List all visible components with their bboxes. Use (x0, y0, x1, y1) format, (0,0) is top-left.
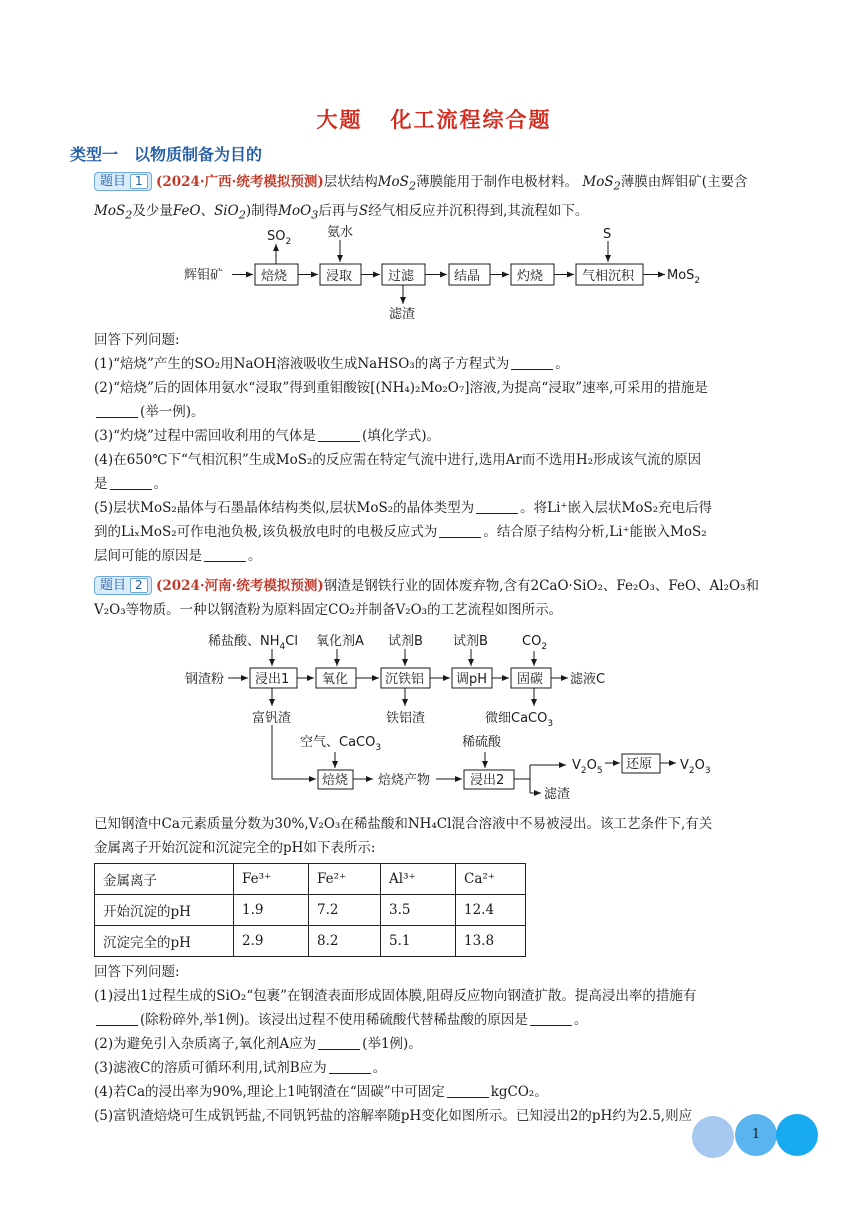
q1-q2-text: (2)“焙烧”后的固体用氨水“浸取”得到重钼酸铵[(NH₄)₂Mo₂O₇]溶液,为提高“浸取”速率,可采用的措施是 (94, 380, 708, 396)
q1-intro-f: 后再与 (318, 202, 359, 219)
ion-ph-table (94, 863, 526, 957)
q1-intro-g: 经气相反应并沉积得到,其流程如下。 (368, 202, 589, 219)
q2-q1-tail: (除粉碎外,举1例)。该浸出过程不使用稀硫酸代替稀盐酸的原因是 (140, 1012, 528, 1028)
q2-intro (94, 574, 800, 622)
flow2-fe-al-residue: 铁铝渣 (386, 711, 426, 726)
flow2-residue: 滤渣 (544, 787, 571, 802)
table-cell: 12.4 (456, 895, 526, 926)
table-header: Fe³⁺ (234, 864, 309, 895)
q2-q3-text: (3)滤液C的溶质可循环利用,试剂B应为 (94, 1060, 327, 1076)
flow2-v-residue: 富钒渣 (252, 711, 292, 726)
q1-intro-b: 薄膜能用于制作电极材料。 (416, 174, 579, 190)
flow2-caco3: 微细CaCO$_3$ (485, 711, 554, 729)
flow1-step-ignite: 灼烧 (517, 269, 544, 284)
flow2-roast-product: 焙烧产物 (378, 773, 431, 788)
flow2-reagent-1: 稀盐酸、$NH_4Cl$ (208, 634, 298, 652)
q2-prompt: 回答下列问题: (94, 964, 180, 980)
q2-known-2: 金属离子开始沉淀和沉淀完全的pH如下表所示: (94, 840, 376, 856)
q2-intro-2: V₂O₃等物质。一种以钢渣粉为原料固定CO₂并制备V₂O₃的工艺流程如图所示。 (94, 602, 563, 618)
q1-q2-tail: (举一例)。 (140, 404, 205, 420)
badge-label: 题目 (100, 578, 127, 593)
q1-intro: 题目 1 (2024·广西·统考模拟预测)层状结构MoS$_2$薄膜能用于制作电极材料。 MoS$_2$薄膜由辉钼矿(主要含 MoS$_2$及少量FeO、SiO$_2$)制得MoO$_3$后再与S经气相反应并沉积得到,其流程如下。 (94, 174, 748, 222)
q1-question-2b (94, 400, 806, 424)
answer-blank[interactable] (530, 1012, 572, 1026)
table-header: Al³⁺ (381, 864, 456, 895)
answer-blank[interactable] (204, 548, 246, 562)
table-header: Fe²⁺ (309, 864, 381, 895)
flow2-dilute-h2so4: 稀硫酸 (462, 735, 502, 750)
table-cell: 8.2 (309, 926, 381, 957)
title-main: 大题 (316, 107, 363, 132)
q1-source: (2024·广西·统考模拟预测) (155, 174, 324, 190)
q2-intro-1: 钢渣是钢铁行业的固体废弃物,含有2CaO·SiO₂、Fe₂O₃、FeO、Al₂O₃和 (323, 578, 760, 594)
table-cell: 13.8 (456, 926, 526, 957)
q1-q4-text: (4)在650℃下“气相沉积”生成MoS₂的反应需在特定气流中进行,选用Ar而不选用H₂形成该气流的原因 (94, 452, 702, 468)
q2-question-1 (94, 984, 806, 1008)
q1-q5-text-d: 。结合原子结构分析,Li⁺能嵌入MoS₂ (483, 524, 707, 540)
q1-question-5b (94, 520, 806, 544)
flow2-co2: $CO_2$ (522, 634, 548, 652)
q1-q5-text-c: 到的LiₓMoS₂可作电池负极,该负极放电时的电极反应式为 (94, 524, 438, 540)
q1-intro-e: 制得 (251, 202, 279, 219)
q1-q3-text: (3)“灼烧”过程中需回收利用的气体是 (94, 428, 316, 444)
page-number: 1 (735, 1114, 777, 1156)
q2-question-1b: (除粉碎外,举1例)。该浸出过程不使用稀硫酸代替稀盐酸的原因是 。 (94, 1008, 806, 1032)
answer-blank[interactable] (511, 356, 553, 370)
q2-badge (94, 576, 152, 595)
q2-q5-text: (5)富钒渣焙烧可生成钒钙盐,不同钒钙盐的溶解率随pH变化如图所示。已知浸出2的pH约为2.5,则应 (94, 1108, 693, 1124)
answer-blank[interactable] (439, 524, 481, 538)
flow1-start: 辉钼矿 (184, 268, 224, 283)
q1-question-3 (94, 424, 806, 448)
flow2-v2o5: $V_2O_5$ (572, 758, 603, 776)
q2-q4-tail: kgCO₂。 (490, 1084, 548, 1100)
table-cell: 3.5 (381, 895, 456, 926)
flow1-step-deposit: 气相沉积 (582, 269, 635, 284)
table-cell: 沉淀完全的pH (95, 926, 234, 957)
q1-prompt: 回答下列问题: (94, 332, 180, 348)
title-sub: 化工流程综合题 (390, 107, 552, 132)
q2-source: (2024·河南·统考模拟预测) (155, 578, 324, 594)
badge-label: 题目 (100, 174, 127, 189)
flow2-step-leach1: 浸出1 (255, 672, 290, 687)
q1-q4-tail: 是 (94, 476, 108, 492)
flow2-start: 钢渣粉 (185, 672, 225, 687)
q1-intro-d: 及少量 (132, 202, 173, 219)
answer-blank[interactable] (476, 500, 518, 514)
flow2-step-precip: 沉铁铝 (385, 672, 425, 687)
flow2-reagent-b2: 试剂B (453, 634, 488, 649)
flow2-step-ph: 调pH (456, 672, 488, 687)
q1-q1-text: (1)“焙烧”产生的SO₂用NaOH溶液吸收生成NaHSO₃的离子方程式为 (94, 356, 510, 372)
flow1-step-filter: 过滤 (388, 269, 415, 284)
q1-q5-text-e: 层间可能的原因是 (94, 548, 202, 564)
flow2-reagent-a: 氧化剂A (316, 634, 364, 649)
page-decor-circle (692, 1116, 734, 1158)
q2-q4-text: (4)若Ca的浸出率为90%,理论上1吨钢渣在“固碳”中可固定 (94, 1084, 445, 1100)
q1-q5-text-b: 。将Li⁺嵌入层状MoS₂充电后得 (520, 500, 713, 516)
q1-q3-tail: (填化学式)。 (361, 428, 440, 444)
q1-question-5c: 层间可能的原因是 。 (94, 548, 262, 564)
table-row (95, 895, 526, 926)
flow2-reagent-b1: 试剂B (388, 634, 423, 649)
q2-question-2 (94, 1032, 806, 1056)
answer-blank[interactable] (447, 1084, 489, 1098)
q1-question-2 (94, 376, 806, 400)
q2-question-3: (3)滤液C的溶质可循环利用,试剂B应为 。 (94, 1060, 387, 1076)
flow2-step-fix: 固碳 (517, 672, 544, 687)
section-text: 以物质制备为目的 (134, 145, 263, 164)
flow1-product: MoS$_2$ (667, 268, 701, 286)
section-label: 类型一 (70, 145, 119, 164)
page-decor-circle (776, 1114, 818, 1156)
flow2-step-leach2: 浸出2 (470, 773, 505, 788)
q1-question-5 (94, 496, 806, 520)
answer-blank[interactable] (110, 476, 152, 490)
q2-number: 2 (130, 578, 148, 593)
flow2-step-reduce: 还原 (626, 757, 653, 772)
flow2-air-caco3: 空气、CaCO$_3$ (300, 735, 382, 753)
table-cell: 2.9 (234, 926, 309, 957)
flow2-step-roast: 焙烧 (322, 773, 349, 788)
flow1-step-leach: 浸取 (326, 269, 353, 284)
q2-q1-text: (1)浸出1过程生成的SiO₂“包裹”在钢渣表面形成固体膜,阻碍反应物向钢渣扩散。提高浸出率的措施有 (94, 988, 697, 1004)
table-cell: 开始沉淀的pH (95, 895, 234, 926)
table-header: 金属离子 (95, 864, 234, 895)
table-header: Ca²⁺ (456, 864, 526, 895)
flow2-filtrate-c: 滤液C (570, 672, 606, 687)
answer-blank[interactable] (318, 428, 360, 442)
flow1-step-crystal: 结晶 (454, 269, 481, 284)
answer-blank[interactable] (329, 1060, 371, 1074)
flow1-ammonia: 氨水 (327, 225, 354, 240)
q2-q2-tail: (举1例)。 (362, 1036, 422, 1052)
table-row (95, 926, 526, 957)
q1-number: 1 (130, 174, 148, 189)
answer-blank[interactable] (96, 404, 138, 418)
q2-q2-text: (2)为避免引入杂质离子,氧化剂A应为 (94, 1036, 317, 1052)
q2-question-4 (94, 1080, 806, 1104)
q2-known-1: 已知钢渣中Ca元素质量分数为30%,V₂O₃在稀盐酸和NH₄Cl混合溶液中不易被浸出。该工艺条件下,有关 (94, 816, 713, 832)
q1-intro-c: 薄膜由辉钼矿(主要含 (620, 174, 748, 190)
flow1-so2: $SO_2$ (267, 229, 292, 247)
q1-q5-text: (5)层状MoS₂晶体与石墨晶体结构类似,层状MoS₂的晶体类型为 (94, 500, 475, 516)
table-cell: 7.2 (309, 895, 381, 926)
flow2-step-oxidize: 氧化 (322, 672, 349, 687)
flow1-step-roast: 焙烧 (261, 269, 288, 284)
q1-intro-a: 层状结构 (323, 174, 378, 190)
flow1-residue: 滤渣 (389, 307, 416, 322)
flow2-v2o3: $V_2O_3$ (680, 758, 711, 776)
answer-blank[interactable] (318, 1036, 360, 1050)
table-header-row (95, 864, 526, 895)
table-cell: 1.9 (234, 895, 309, 926)
table-cell: 5.1 (381, 926, 456, 957)
q1-question-4 (94, 448, 806, 472)
flow1-sulfur: S (603, 227, 612, 242)
q1-question-1: (1)“焙烧”产生的SO₂用NaOH溶液吸收生成NaHSO₃的离子方程式为 。 (94, 356, 569, 372)
answer-blank[interactable] (96, 1012, 138, 1026)
q1-question-4b: 是 。 (94, 476, 167, 492)
